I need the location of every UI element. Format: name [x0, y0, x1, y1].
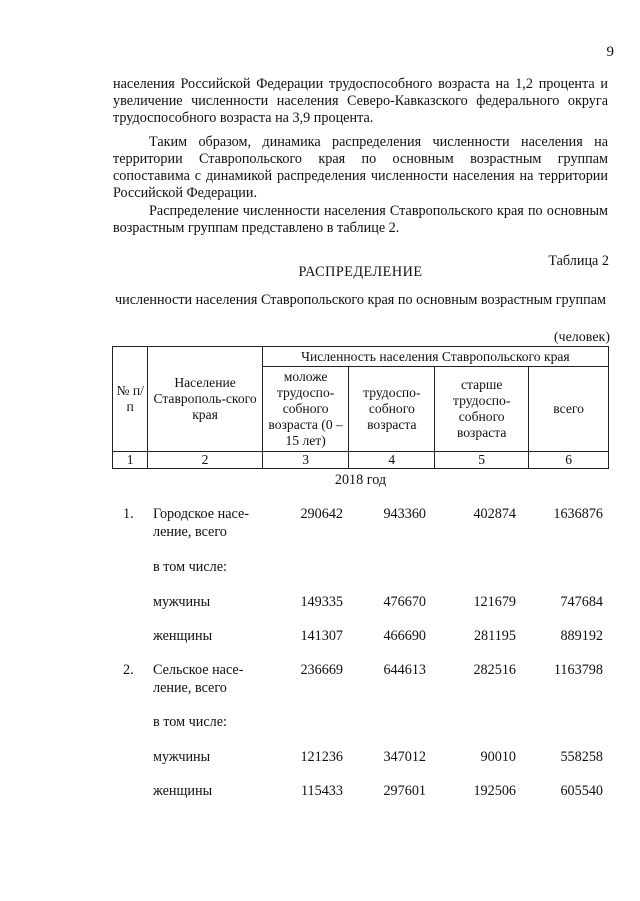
col-number: 6 — [529, 452, 609, 469]
col-number: 3 — [262, 452, 349, 469]
cell-total: 889192 — [560, 628, 603, 644]
cell-working: 644613 — [383, 662, 426, 678]
cell-younger: 290642 — [300, 506, 343, 522]
cell-younger: 121236 — [300, 749, 343, 765]
cell-older: 282516 — [473, 662, 516, 678]
paragraph: Таким образом, динамика распределения численности населения на территории Ставропольского края по основным возрастным группам сопоставима с динамикой распределения численности населения на территории Российской Федерации. — [113, 134, 608, 201]
col-number: 1 — [113, 452, 148, 469]
table-title: РАСПРЕДЕЛЕНИЕ — [298, 264, 423, 280]
row-label: мужчины — [153, 594, 211, 610]
header-population: Население Ставрополь-ского края — [148, 347, 262, 452]
row-label: в том числе: — [153, 559, 227, 575]
table-row — [112, 505, 609, 545]
row-label: Городское насе-ление, всего — [153, 506, 250, 540]
table-row — [112, 782, 609, 822]
cell-older: 192506 — [473, 783, 516, 799]
year-heading: 2018 год — [334, 472, 387, 488]
table-header — [112, 346, 609, 469]
row-label: женщины — [153, 783, 213, 799]
header-group: Численность населения Ставропольского края — [262, 347, 608, 367]
cell-older: 281195 — [473, 628, 516, 644]
cell-younger: 149335 — [300, 594, 343, 610]
table-row — [112, 558, 609, 598]
row-label: Сельское насе-ление, всего — [153, 662, 244, 696]
col-number: 4 — [349, 452, 435, 469]
table-row — [112, 661, 609, 701]
header-working: трудоспо-собного возраста — [349, 367, 435, 452]
table-units: (человек) — [553, 330, 610, 345]
cell-total: 747684 — [560, 594, 603, 610]
cell-older: 90010 — [480, 749, 516, 765]
row-label: в том числе: — [153, 714, 227, 730]
cell-younger: 236669 — [300, 662, 343, 678]
cell-younger: 141307 — [300, 628, 343, 644]
paragraph: населения Российской Федерации трудоспособного возраста на 1,2 процента и увеличение численности населения Северо-Кавказского федерального округа трудоспособного возраста на 3,9 процента. — [113, 76, 608, 126]
header-num: № п/п — [113, 347, 148, 452]
cell-working: 943360 — [383, 506, 426, 522]
cell-total: 1636876 — [553, 506, 603, 522]
row-num: 1. — [123, 506, 134, 522]
col-number: 5 — [435, 452, 529, 469]
cell-total: 1163798 — [553, 662, 603, 678]
paragraph: Распределение численности населения Ставропольского края по основным возрастным группам представлено в таблице 2. — [113, 203, 608, 236]
cell-working: 466690 — [383, 628, 426, 644]
cell-total: 605540 — [560, 783, 603, 799]
cell-working: 297601 — [383, 783, 426, 799]
row-num: 2. — [123, 662, 134, 678]
cell-total: 558258 — [560, 749, 603, 765]
row-label: женщины — [153, 628, 213, 644]
cell-working: 347012 — [383, 749, 426, 765]
row-label: мужчины — [153, 749, 211, 765]
table-label: Таблица 2 — [548, 253, 609, 269]
header-older: старше трудоспо-собного возраста — [435, 367, 529, 452]
cell-older: 402874 — [473, 506, 516, 522]
col-number: 2 — [148, 452, 262, 469]
table-subtitle: численности населения Ставропольского края по основным возрастным группам — [115, 292, 606, 308]
header-total: всего — [529, 367, 609, 452]
header-younger: моложе трудоспо-собного возраста (0 – 15 лет) — [262, 367, 349, 452]
table-row — [112, 713, 609, 753]
page-number: 9 — [606, 44, 614, 60]
cell-working: 476670 — [383, 594, 426, 610]
cell-older: 121679 — [473, 594, 516, 610]
cell-younger: 115433 — [300, 783, 343, 799]
